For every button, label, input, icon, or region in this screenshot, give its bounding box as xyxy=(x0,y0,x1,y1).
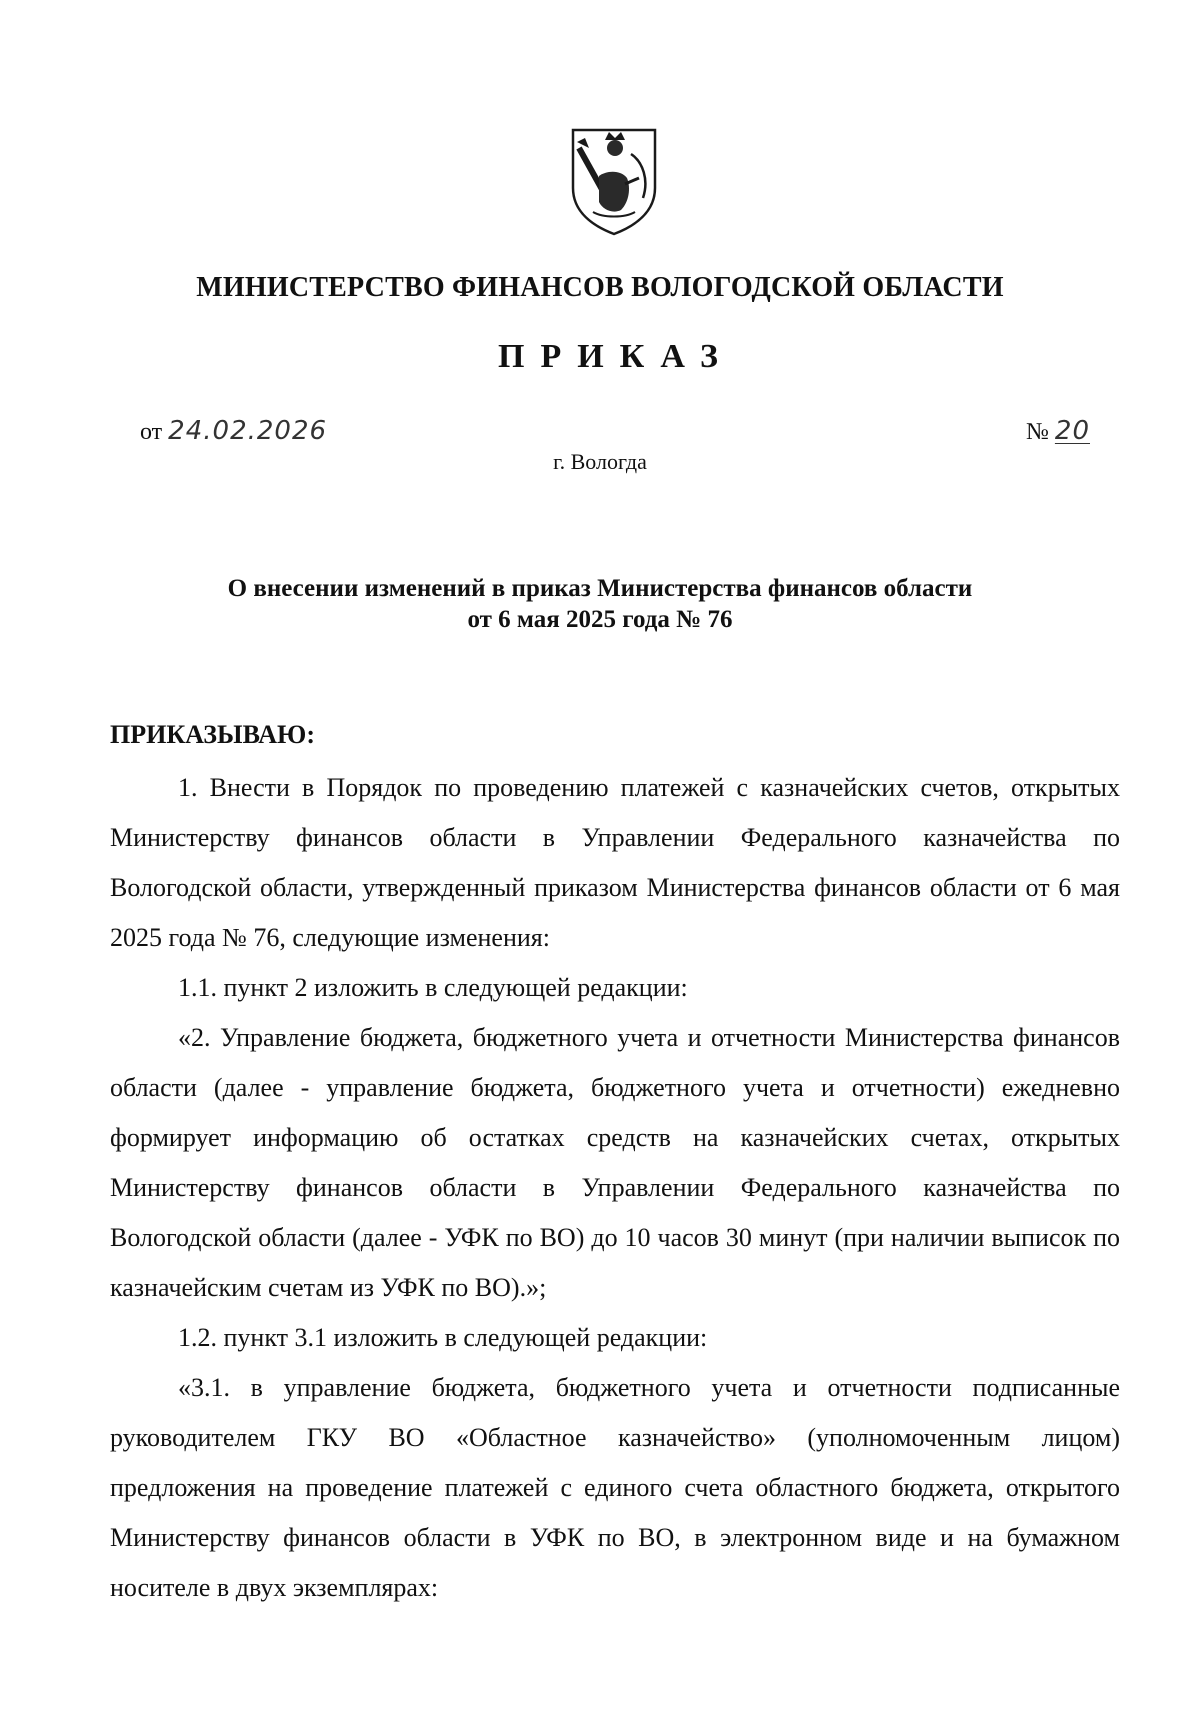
paragraph-1: 1. Внести в Порядок по проведению платежей с казначейских счетов, открытых Министерству финансов области в Управлении Федерального казначейства по Вологодской области, утвержденный приказом Министерства финансов области от 6 мая 2025 года № 76, следующие изменения: xyxy=(110,773,1120,952)
city: г. Вологда xyxy=(553,449,647,474)
subject-line-1: О внесении изменений в приказ Министерства финансов области xyxy=(227,575,973,602)
directive-heading: ПРИКАЗЫВАЮ: xyxy=(110,720,315,749)
order-number xyxy=(1026,416,1090,446)
coat-of-arms-icon xyxy=(569,126,659,238)
order-body xyxy=(110,763,1120,1613)
date-value: 24.02.2026 xyxy=(168,416,328,446)
date-prefix: от xyxy=(140,419,163,445)
number-prefix: № xyxy=(1026,419,1049,445)
number-value: 20 xyxy=(1054,416,1090,446)
ministry-name: МИНИСТЕРСТВО ФИНАНСОВ ВОЛОГОДСКОЙ ОБЛАСТИ xyxy=(196,272,1004,303)
subject-line-2: от 6 мая 2025 года № 76 xyxy=(467,606,733,633)
paragraph-1-1: 1.1. пункт 2 изложить в следующей редакции: xyxy=(178,973,688,1002)
paragraph-3-1-new-text: «3.1. в управление бюджета, бюджетного учета и отчетности подписанные руководителем ГКУ ВО «Областное казначейство» (уполномоченным лицом) предложения на проведение платежей с единого счета областного бюджета, открытого Министерству финансов области в УФК по ВО, в электронном виде и на бумажном носителе в двух экземплярах: xyxy=(110,1373,1120,1602)
order-subject xyxy=(110,573,1090,635)
paragraph-1-2: 1.2. пункт 3.1 изложить в следующей редакции: xyxy=(178,1323,708,1352)
order-title: ПРИКАЗ xyxy=(498,338,734,375)
paragraph-2-new-text: «2. Управление бюджета, бюджетного учета и отчетности Министерства финансов области (далее - управление бюджета, бюджетного учета и отчетности) ежедневно формирует информацию об остатках средств на казначейских счетах, открытых Министерству финансов области в Управлении Федерального казначейства по Вологодской области (далее - УФК по ВО) до 10 часов 30 минут (при наличии выписок по казначейским счетам из УФК по ВО).»; xyxy=(110,1023,1120,1302)
order-date xyxy=(140,416,327,446)
